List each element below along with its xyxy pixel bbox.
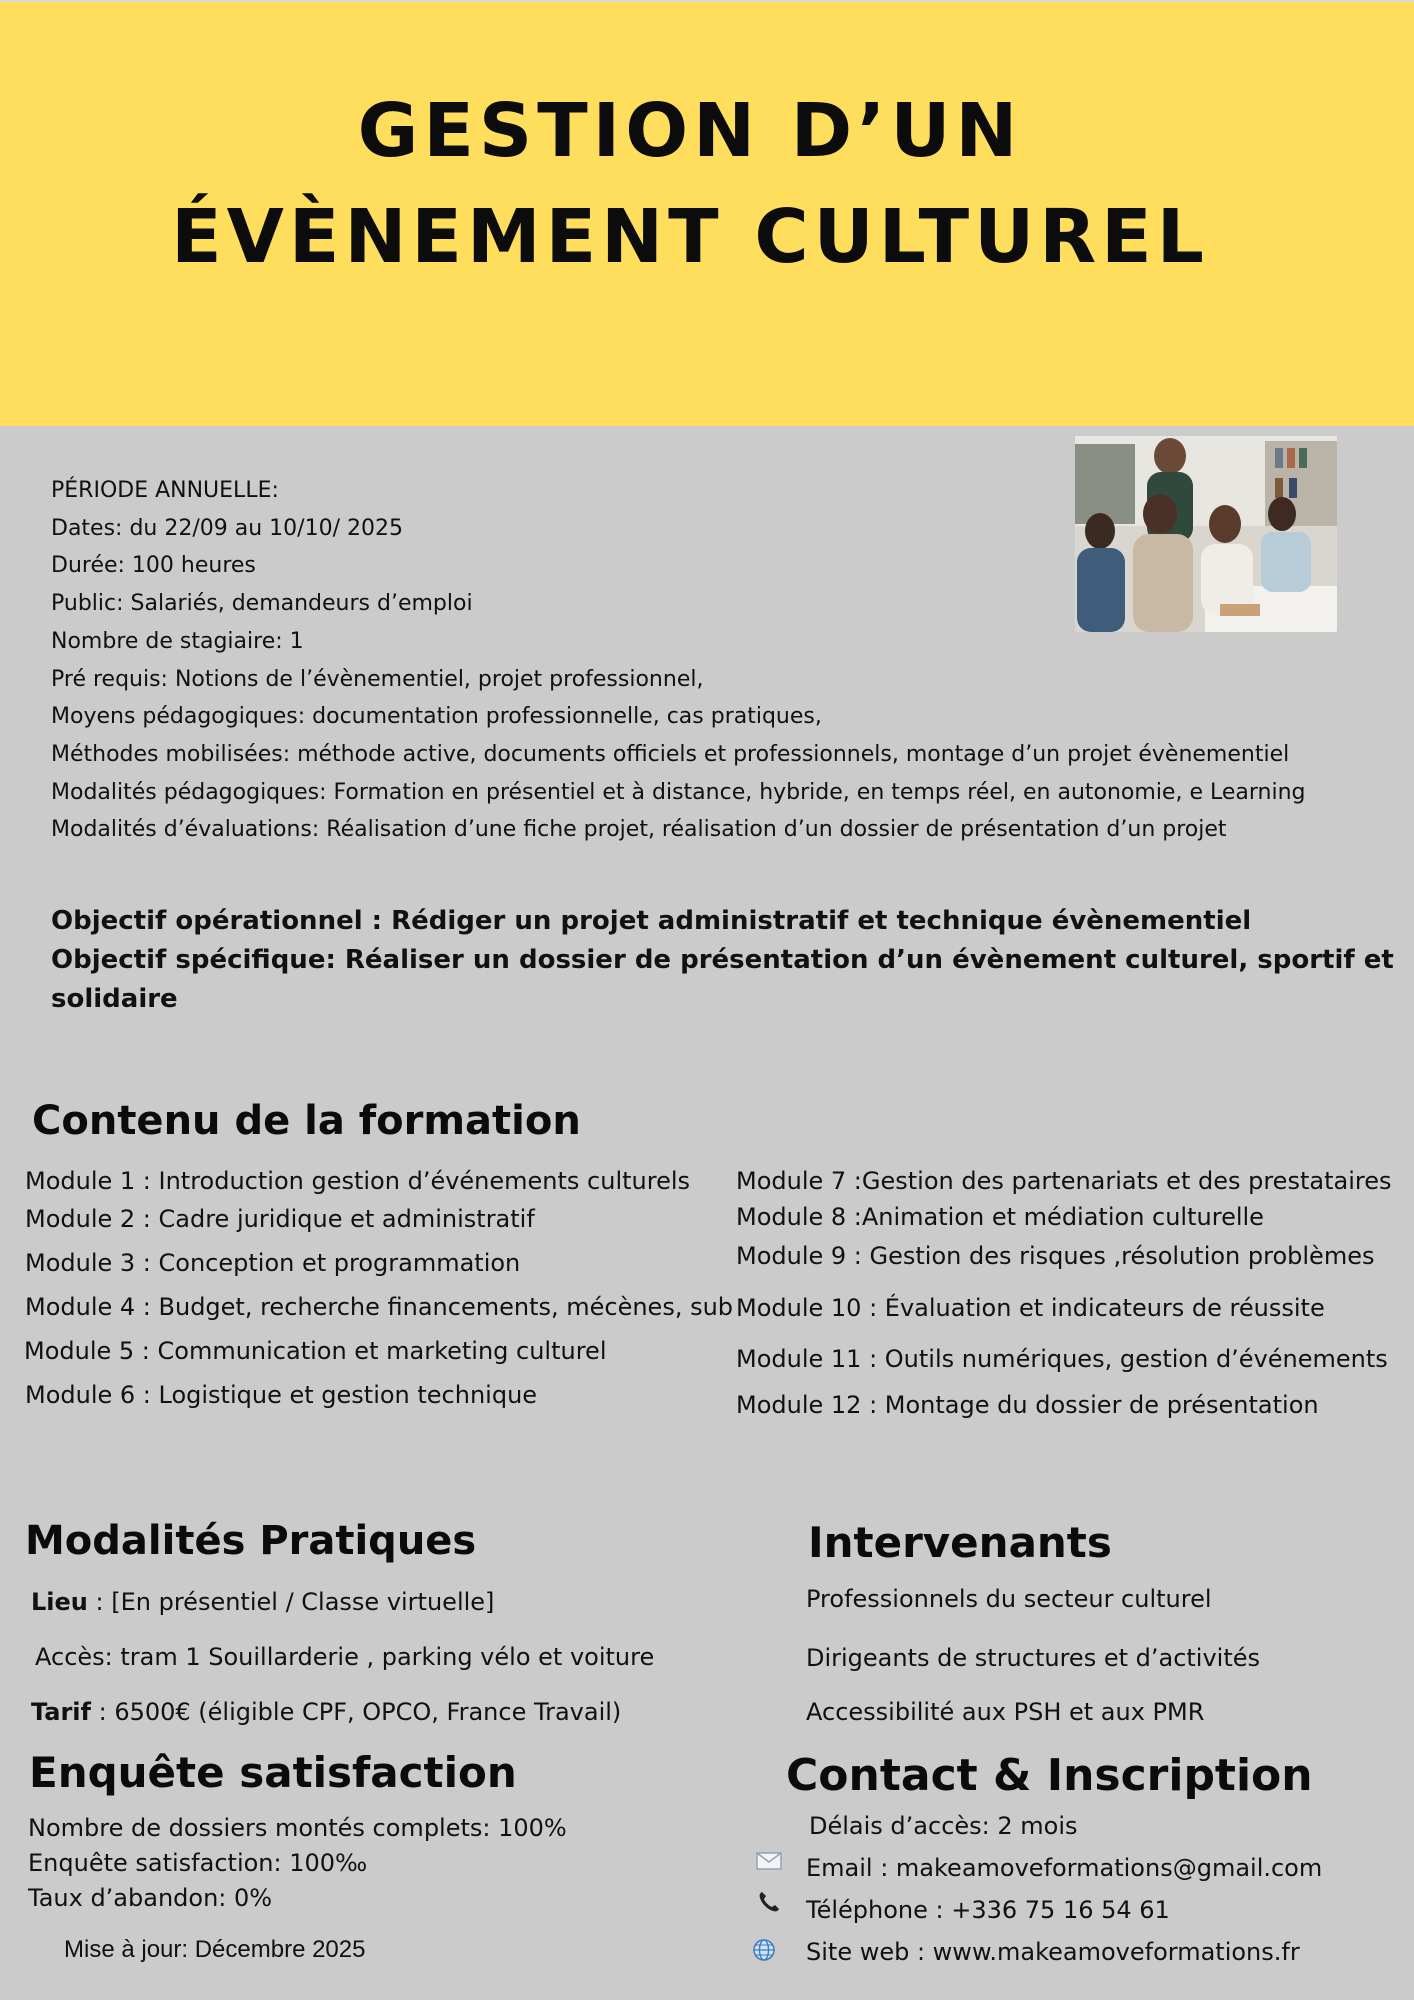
lieu-label: Lieu [31, 1588, 88, 1616]
intervenant-1: Professionnels du secteur culturel [806, 1585, 1212, 1613]
modalites-heading: Modalités Pratiques [25, 1518, 477, 1564]
module-11: Module 11 : Outils numériques, gestion d’événements [736, 1345, 1388, 1373]
update-date: Mise à jour: Décembre 2025 [64, 1936, 366, 1963]
contact-site[interactable]: Site web : www.makeamoveformations.fr [806, 1938, 1300, 1966]
info-public: Public: Salariés, demandeurs d’emploi [51, 591, 473, 616]
tarif-label: Tarif [31, 1698, 91, 1726]
info-modalites-evaluations: Modalités d’évaluations: Réalisation d’une fiche projet, réalisation d’un dossier de présentation d’un projet [51, 817, 1227, 842]
module-7: Module 7 :Gestion des partenariats et des prestataires [736, 1167, 1392, 1195]
module-5: Module 5 : Communication et marketing culturel [24, 1337, 607, 1365]
enquete-satisfaction: Enquête satisfaction: 100‰ [28, 1849, 368, 1877]
info-periode: PÉRIODE ANNUELLE: [51, 478, 279, 503]
module-1: Module 1 : Introduction gestion d’événements culturels [25, 1167, 691, 1195]
info-dates: Dates: du 22/09 au 10/10/ 2025 [51, 516, 403, 541]
enquete-heading: Enquête satisfaction [29, 1748, 517, 1797]
group-photo [1075, 436, 1337, 632]
module-10: Module 10 : Évaluation et indicateurs de réussite [736, 1294, 1325, 1322]
module-4: Module 4 : Budget, recherche financements, mécènes, sub [25, 1293, 734, 1321]
module-8: Module 8 :Animation et médiation culturelle [736, 1203, 1264, 1231]
delais-acces: Délais d’accès: 2 mois [809, 1812, 1078, 1840]
info-moyens: Moyens pédagogiques: documentation professionnelle, cas pratiques, [51, 704, 822, 729]
module-12: Module 12 : Montage du dossier de présentation [736, 1391, 1319, 1419]
info-stagiaire: Nombre de stagiaire: 1 [51, 629, 304, 654]
info-modalites-pedagogiques: Modalités pédagogiques: Formation en présentiel et à distance, hybride, en temps réel, en autonomie, e Learning [51, 780, 1306, 805]
objectif-operationnel: Objectif opérationnel : Rédiger un projet administratif et technique évènementiel [51, 906, 1252, 936]
objectif-specifique-cont: solidaire [51, 984, 178, 1014]
module-9: Module 9 : Gestion des risques ,résolution problèmes [736, 1242, 1375, 1270]
lieu-line [31, 1588, 494, 1616]
contact-telephone[interactable]: Téléphone : +336 75 16 54 61 [806, 1896, 1170, 1924]
module-6: Module 6 : Logistique et gestion technique [25, 1381, 538, 1409]
header-banner [0, 0, 1414, 426]
info-prerequis: Pré requis: Notions de l’évènementiel, projet professionnel, [51, 667, 704, 692]
intervenant-2: Dirigeants de structures et d’activités [806, 1644, 1261, 1672]
enquete-abandon: Taux d’abandon: 0% [28, 1884, 273, 1912]
intervenant-3: Accessibilité aux PSH et aux PMR [806, 1698, 1205, 1726]
contenu-heading: Contenu de la formation [32, 1098, 581, 1144]
title-line-2: ÉVÈNEMENT CULTUREL [171, 194, 1209, 280]
objectif-specifique: Objectif spécifique: Réaliser un dossier de présentation d’un évènement culturel, sportif et [51, 945, 1394, 975]
module-2: Module 2 : Cadre juridique et administratif [25, 1205, 535, 1233]
intervenants-heading: Intervenants [808, 1518, 1112, 1567]
info-duree: Durée: 100 heures [51, 553, 256, 578]
tarif-value: : 6500€ (éligible CPF, OPCO, France Travail) [90, 1698, 622, 1726]
phone-icon [755, 1888, 783, 1916]
module-3: Module 3 : Conception et programmation [25, 1249, 521, 1277]
contact-heading: Contact & Inscription [786, 1750, 1313, 1801]
envelope-icon [755, 1847, 783, 1875]
acces-line: Accès: tram 1 Souillarderie , parking vélo et voiture [35, 1643, 655, 1671]
lieu-value: : [En présentiel / Classe virtuelle] [87, 1588, 495, 1616]
contact-email[interactable]: Email : makeamoveformations@gmail.com [806, 1854, 1323, 1882]
title-line-1: GESTION D’UN [357, 88, 1023, 174]
info-methodes: Méthodes mobilisées: méthode active, documents officiels et professionnels, montage d’un projet évènementiel [51, 742, 1290, 767]
globe-icon [750, 1936, 778, 1964]
tarif-line [31, 1698, 621, 1726]
enquete-dossiers: Nombre de dossiers montés complets: 100% [28, 1814, 567, 1842]
